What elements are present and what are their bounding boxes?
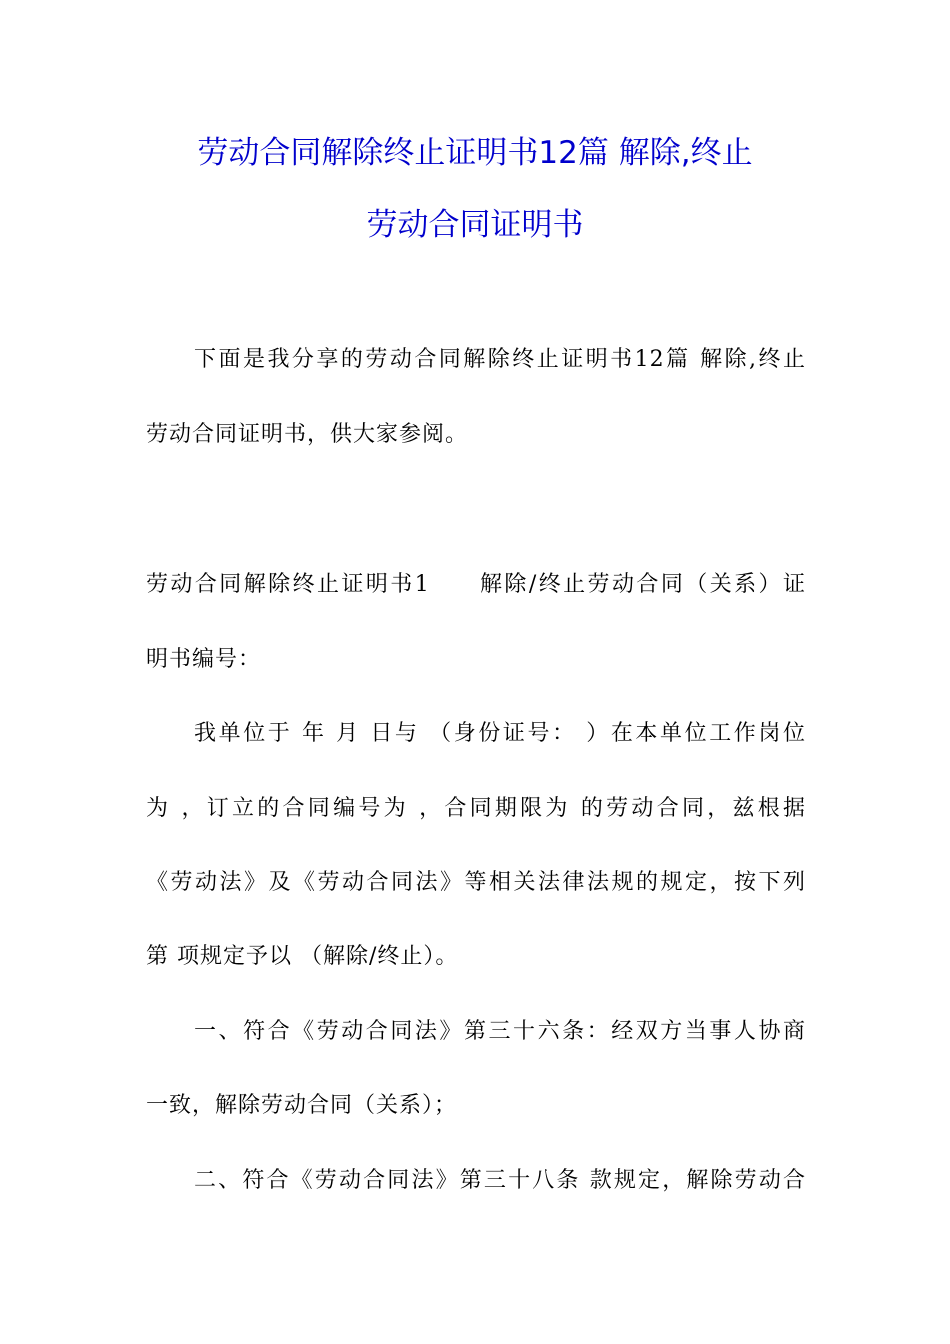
paragraph-line-3: 《劳动法》及《劳动合同法》等相关法律法规的规定，按下列	[146, 870, 806, 895]
section-heading-line-2: 明书编号：	[146, 647, 262, 672]
item-1-line-2: 一致，解除劳动合同（关系）；	[146, 1093, 458, 1118]
document-title-line-2: 劳动合同证明书	[366, 207, 584, 243]
intro-line-2: 劳动合同证明书，供大家参阅。	[146, 422, 469, 447]
paragraph-line-2: 为 ，订立的合同编号为 ，合同期限为 的劳动合同，兹根据	[146, 796, 806, 821]
item-1-line-1: 一、符合《劳动合同法》第三十六条：经双方当事人协商	[194, 1019, 806, 1044]
paragraph-line-4: 第 项规定予以 （解除/终止）。	[146, 944, 459, 969]
paragraph-line-1: 我单位于 年 月 日与 （身份证号： ）在本单位工作岗位	[194, 721, 806, 746]
intro-line-1: 下面是我分享的劳动合同解除终止证明书12篇 解除,终止	[194, 347, 806, 372]
document-title-line-1: 劳动合同解除终止证明书12篇 解除,终止	[197, 135, 753, 171]
item-2-line-1: 二、符合《劳动合同法》第三十八条 款规定，解除劳动合	[194, 1168, 806, 1193]
section-heading-line-1: 劳动合同解除终止证明书1 解除/终止劳动合同（关系）证	[146, 572, 806, 597]
